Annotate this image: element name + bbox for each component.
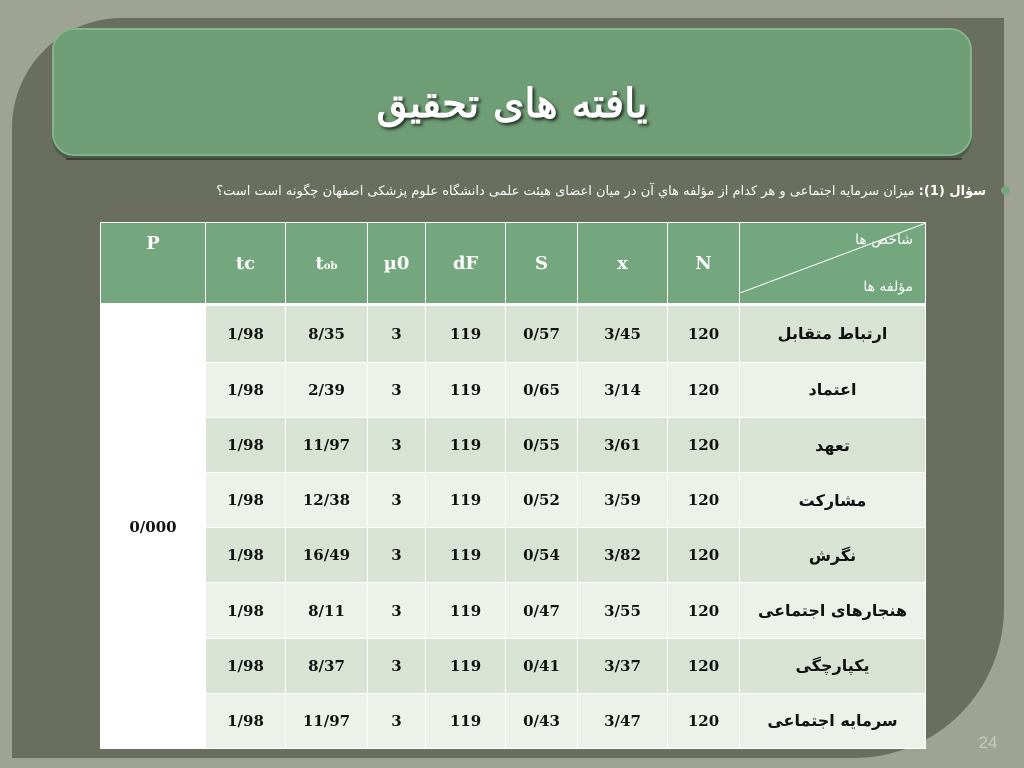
results-table <box>100 222 926 749</box>
row-name: سرمایه اجتماعی <box>740 693 926 748</box>
table-row <box>101 473 926 528</box>
header-tob-sub: ob <box>323 260 338 272</box>
cell-s: 0/54 <box>506 528 578 583</box>
cell-tc: 1/98 <box>206 362 286 417</box>
cell-s: 0/57 <box>506 305 578 363</box>
cell-s: 0/52 <box>506 473 578 528</box>
cell-tob: 12/38 <box>286 473 368 528</box>
header-df: dF <box>426 223 506 305</box>
cell-tc: 1/98 <box>206 693 286 748</box>
row-name: ارتباط متقابل <box>740 305 926 363</box>
cell-tc: 1/98 <box>206 638 286 693</box>
cell-df: 119 <box>426 528 506 583</box>
header-tc: tc <box>206 223 286 305</box>
cell-mu: 3 <box>368 638 426 693</box>
cell-mu: 3 <box>368 418 426 473</box>
cell-x: 3/14 <box>578 362 668 417</box>
table-row <box>101 638 926 693</box>
corner-label-indicators: شاخص ها <box>855 232 913 248</box>
header-row <box>101 223 926 305</box>
cell-n: 120 <box>668 473 740 528</box>
header-mu: µ0 <box>368 223 426 305</box>
table-row <box>101 305 926 363</box>
cell-tob: 11/97 <box>286 693 368 748</box>
cell-p: 0/000 <box>101 305 206 749</box>
cell-tob: 8/11 <box>286 583 368 638</box>
cell-df: 119 <box>426 638 506 693</box>
cell-tob: 16/49 <box>286 528 368 583</box>
row-name: نگرش <box>740 528 926 583</box>
research-question <box>30 180 986 204</box>
cell-n: 120 <box>668 418 740 473</box>
cell-df: 119 <box>426 305 506 363</box>
corner-header-cell <box>740 223 926 305</box>
row-name: مشارکت <box>740 473 926 528</box>
cell-tob: 8/35 <box>286 305 368 363</box>
cell-x: 3/47 <box>578 693 668 748</box>
header-x: x <box>578 223 668 305</box>
cell-tc: 1/98 <box>206 305 286 363</box>
header-tob-main: t <box>315 252 324 274</box>
cell-tc: 1/98 <box>206 583 286 638</box>
cell-df: 119 <box>426 362 506 417</box>
question-text: میزان سرمایه اجتماعی و هر کدام از مؤلفه هاي آن در میان اعضای هیئت علمی دانشگاه علوم پزشکی اصفهان چگونه است است؟ <box>216 184 915 199</box>
cell-mu: 3 <box>368 305 426 363</box>
corner-label-components: مؤلفه ها <box>863 279 913 295</box>
cell-df: 119 <box>426 473 506 528</box>
cell-x: 3/55 <box>578 583 668 638</box>
cell-mu: 3 <box>368 362 426 417</box>
question-label: سؤال (1): <box>918 184 986 199</box>
cell-tob: 11/97 <box>286 418 368 473</box>
row-name: اعتماد <box>740 362 926 417</box>
cell-x: 3/45 <box>578 305 668 363</box>
cell-mu: 3 <box>368 528 426 583</box>
header-tob <box>286 223 368 305</box>
cell-n: 120 <box>668 638 740 693</box>
cell-x: 3/59 <box>578 473 668 528</box>
title-underline <box>66 158 962 160</box>
cell-n: 120 <box>668 693 740 748</box>
cell-s: 0/65 <box>506 362 578 417</box>
cell-tc: 1/98 <box>206 418 286 473</box>
cell-n: 120 <box>668 305 740 363</box>
cell-x: 3/61 <box>578 418 668 473</box>
header-s: S <box>506 223 578 305</box>
cell-n: 120 <box>668 528 740 583</box>
cell-mu: 3 <box>368 583 426 638</box>
cell-df: 119 <box>426 418 506 473</box>
cell-x: 3/37 <box>578 638 668 693</box>
row-name: هنجارهای اجتماعی <box>740 583 926 638</box>
header-p: P <box>101 223 206 305</box>
header-n: N <box>668 223 740 305</box>
cell-mu: 3 <box>368 473 426 528</box>
row-name: تعهد <box>740 418 926 473</box>
cell-mu: 3 <box>368 693 426 748</box>
row-name: یکپارچگی <box>740 638 926 693</box>
cell-tob: 8/37 <box>286 638 368 693</box>
table-row <box>101 693 926 748</box>
cell-s: 0/47 <box>506 583 578 638</box>
table-row <box>101 418 926 473</box>
slide-title: یافته های تحقیق <box>376 80 648 127</box>
table-row <box>101 362 926 417</box>
cell-s: 0/55 <box>506 418 578 473</box>
table-row <box>101 583 926 638</box>
cell-s: 0/43 <box>506 693 578 748</box>
cell-s: 0/41 <box>506 638 578 693</box>
cell-x: 3/82 <box>578 528 668 583</box>
cell-tc: 1/98 <box>206 473 286 528</box>
cell-df: 119 <box>426 583 506 638</box>
bullet-dot-icon <box>1001 186 1010 195</box>
cell-tob: 2/39 <box>286 362 368 417</box>
cell-n: 120 <box>668 583 740 638</box>
table-row <box>101 528 926 583</box>
cell-df: 119 <box>426 693 506 748</box>
cell-n: 120 <box>668 362 740 417</box>
cell-tc: 1/98 <box>206 528 286 583</box>
slide-number: 24 <box>978 733 998 752</box>
